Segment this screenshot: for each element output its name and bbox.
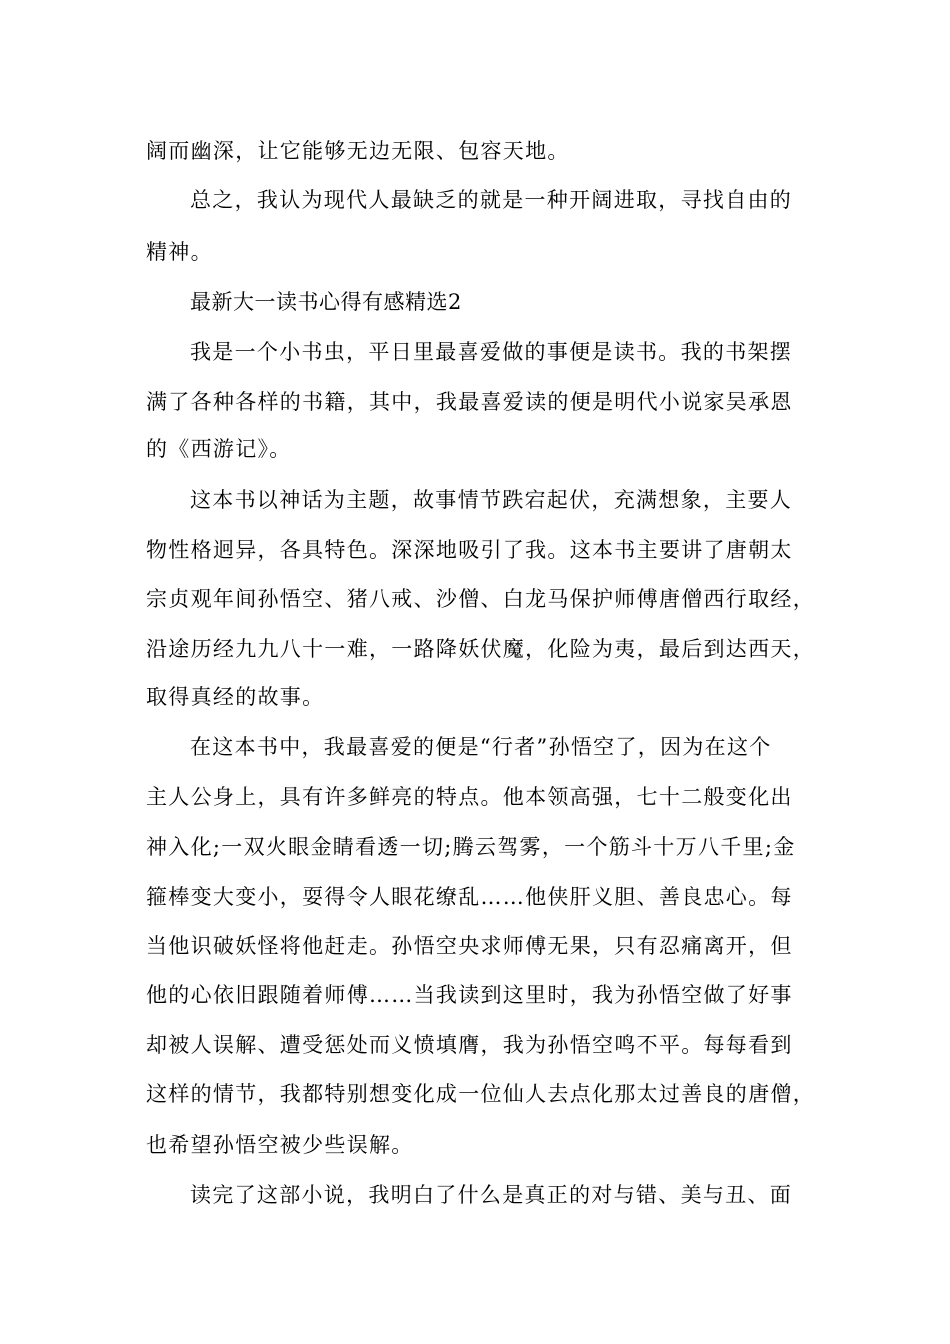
paragraph-line: 的《西游记》。 (146, 437, 292, 461)
paragraph-line: 也希望孙悟空被少些误解。 (146, 1133, 414, 1157)
paragraph-line: 满了各种各样的书籍，其中，我最喜爱读的便是明代小说家吴承恩 (146, 390, 793, 414)
paragraph-line: 主人公身上，具有许多鲜亮的特点。他本领高强，七十二般变化出 (146, 785, 793, 809)
paragraph-line: 取得真经的故事。 (146, 685, 325, 709)
paragraph-line: 神入化;一双火眼金睛看透一切;腾云驾雾，一个筋斗十万八千里;金 (146, 835, 796, 859)
paragraph-line: 在这本书中，我最喜爱的便是“行者”孙悟空了，因为在这个 (190, 735, 772, 759)
paragraph-line: 这本书以神话为主题，故事情节跌宕起伏，充满想象，主要人 (190, 488, 793, 512)
paragraph-line: 总之，我认为现代人最缺乏的就是一种开阔进取，寻找自由的 (190, 188, 793, 212)
paragraph-line: 我是一个小书虫，平日里最喜爱做的事便是读书。我的书架摆 (190, 340, 793, 364)
paragraph-line: 却被人误解、遭受惩处而义愤填膺，我为孙悟空鸣不平。每每看到 (146, 1033, 793, 1057)
section-heading: 最新大一读书心得有感精选2 (190, 290, 462, 314)
paragraph-line: 宗贞观年间孙悟空、猪八戒、沙僧、白龙马保护师傅唐僧西行取经， (146, 587, 815, 611)
paragraph-line: 他的心依旧跟随着师傅……当我读到这里时，我为孙悟空做了好事 (146, 983, 793, 1007)
paragraph-line: 这样的情节，我都特别想变化成一位仙人去点化那太过善良的唐僧， (146, 1082, 815, 1106)
paragraph-line: 读完了这部小说，我明白了什么是真正的对与错、美与丑、面 (190, 1183, 793, 1207)
paragraph-line: 箍棒变大变小，耍得令人眼花缭乱……他侠肝义胆、善良忠心。每 (146, 885, 793, 909)
paragraph-line: 沿途历经九九八十一难，一路降妖伏魔，化险为夷，最后到达西天， (146, 637, 815, 661)
paragraph-line: 当他识破妖怪将他赶走。孙悟空央求师傅无果，只有忍痛离开，但 (146, 934, 793, 958)
paragraph-line: 精神。 (146, 240, 213, 264)
paragraph-line: 物性格迥异，各具特色。深深地吸引了我。这本书主要讲了唐朝太 (146, 538, 793, 562)
paragraph-line: 阔而幽深，让它能够无边无限、包容天地。 (146, 139, 570, 163)
